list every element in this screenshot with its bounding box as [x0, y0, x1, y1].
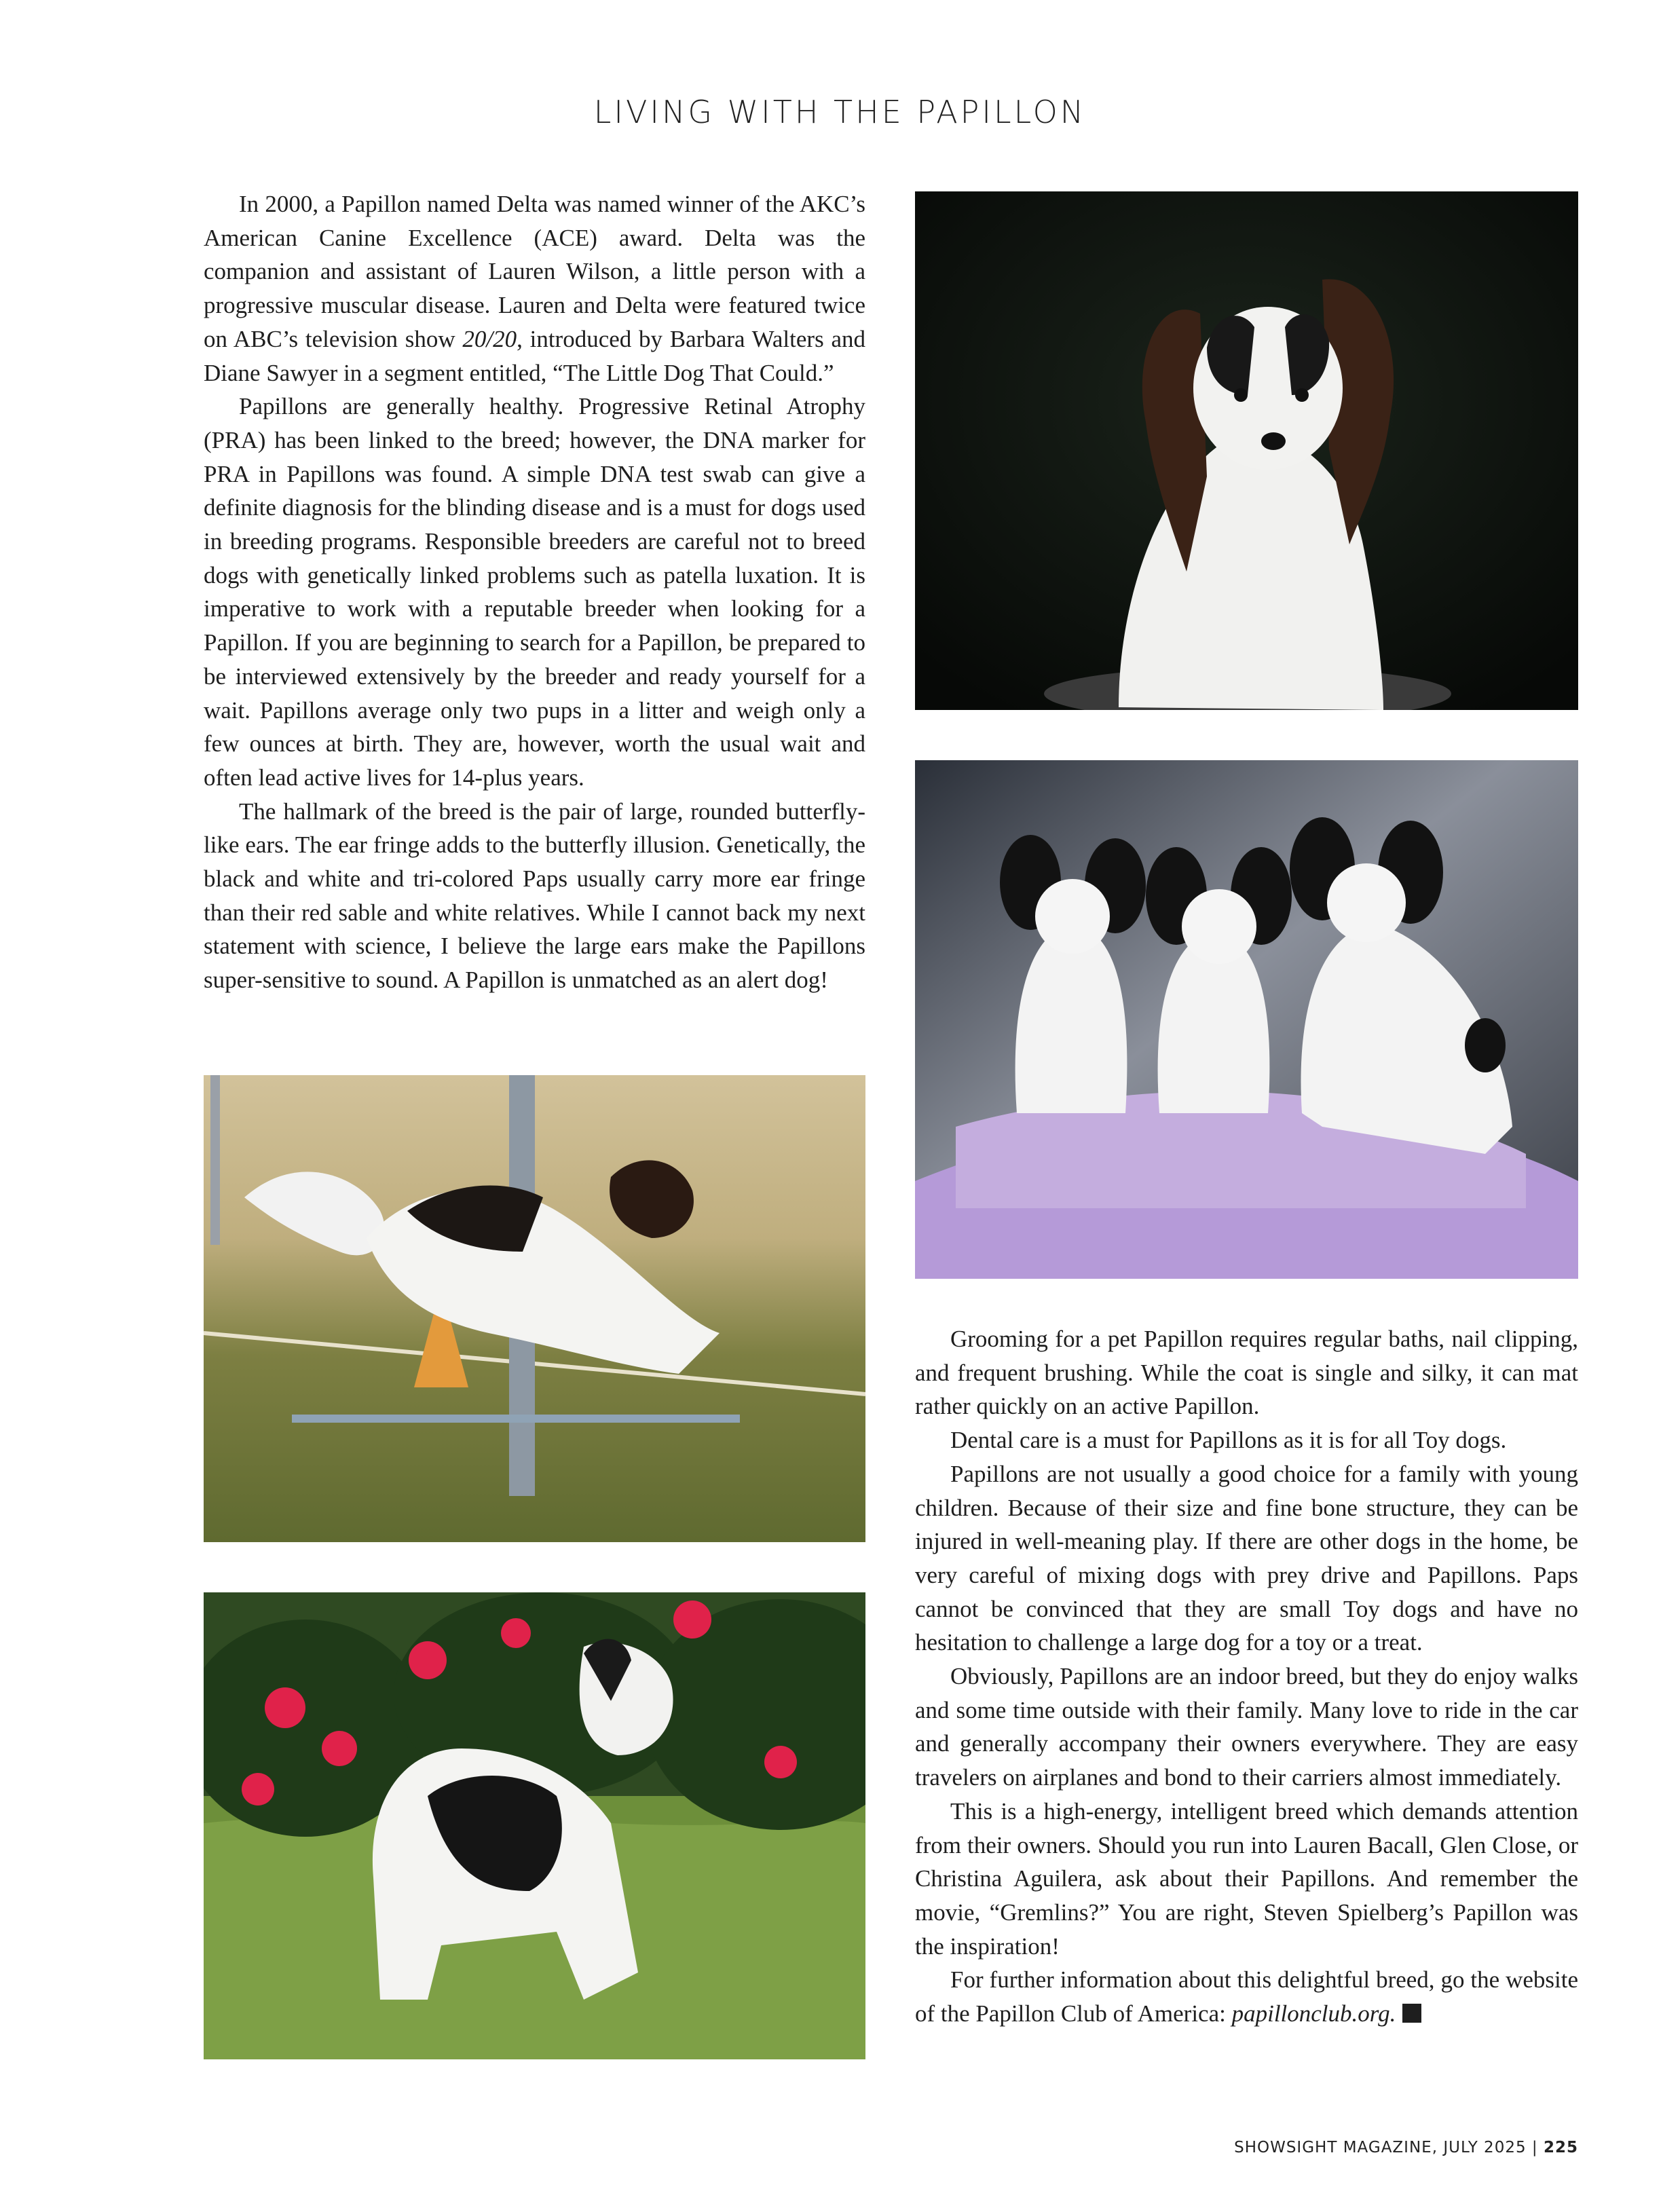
- paragraph-dental: Dental care is a must for Papillons as it is for all Toy dogs.: [950, 1427, 1507, 1454]
- paragraph-health: Papillons are generally healthy. Progressive Retinal Atrophy (PRA) has been linked to the breed; however, the DNA marker for PRA in Papillons was found. A simple DNA test swab can give a definite diagnosis for the blinding disease and is a must for dogs used in breeding programs. Responsible breeders are careful not to breed dogs with genetically linked problems such as patella luxation. It is imperative to work with a reputable breeder when looking for a Papillon. If you are beginning to search for a Papillon, be prepared to be interviewed extensively by the breeder and ready yourself for a wait. Papillons average only two pups in a litter and weigh only a few ounces at birth. They are, however, worth the usual wait and often lead active lives for 14-plus years.: [204, 393, 865, 791]
- page-header: LIVING WITH THE PAPILLON: [593, 94, 1087, 130]
- paragraph-more-info: For further information about this delightful breed, go the website of the Papillon Club of America: papillonclub.org.: [915, 1966, 1578, 2027]
- end-of-article-mark: [1402, 2004, 1421, 2023]
- magazine-issue: SHOWSIGHT MAGAZINE, JULY 2025: [1234, 2139, 1527, 2156]
- paragraph-delta: In 2000, a Papillon named Delta was named winner of the AKC’s American Canine Excellence (ACE) award. Delta was the companion and assistant of Lauren Wilson, a little person with a progressive muscular disease. Lauren and Delta were featured twice on ABC’s television show 20/20, introduced by Barbara Walters and Diane Sawyer in a segment entitled, “The Little Dog That Could.”: [204, 191, 865, 386]
- page-number: 225: [1543, 2139, 1578, 2156]
- paragraph-celebrities: This is a high-energy, intelligent breed which demands attention from their owners. Should you run into Lauren Bacall, Glen Close, or Christina Aguilera, ask about their Papillons. And remember the movie, “Gremlins?” You are right, Steven Spielberg’s Papillon was the inspiration!: [915, 1797, 1578, 1960]
- photo-papillon-flowers: [204, 1592, 865, 2059]
- photo-agility-papillon: [204, 1075, 865, 1542]
- left-column-text: [204, 187, 865, 997]
- page-footer: SHOWSIGHT MAGAZINE, JULY 2025 | 225: [1234, 2139, 1578, 2156]
- show-title: 20/20: [462, 325, 517, 352]
- photo-three-papillons: [915, 760, 1578, 1279]
- photo-papillon-portrait: [915, 191, 1578, 710]
- club-website-link[interactable]: papillonclub.org.: [1231, 2000, 1396, 2027]
- paragraph-indoor: Obviously, Papillons are an indoor breed, but they do enjoy walks and some time outside with their family. Many love to ride in the car and generally accompany their owners everywhere. They are easy travelers on airplanes and bond to their carriers almost immediately.: [915, 1663, 1578, 1791]
- paragraph-children: Papillons are not usually a good choice for a family with young children. Because of their size and fine bone structure, they can be injured in well-meaning play. If there are other dogs in the home, be very careful of mixing dogs with prey drive and Papillons. Paps cannot be convinced that they are small Toy dogs and have no hesitation to challenge a large dog for a toy or a treat.: [915, 1460, 1578, 1656]
- paragraph-grooming: Grooming for a pet Papillon requires regular baths, nail clipping, and frequent brushing. While the coat is single and silky, it can mat rather quickly on an active Papillon.: [915, 1326, 1578, 1420]
- right-column-text: [915, 1322, 1578, 2031]
- paragraph-ears: The hallmark of the breed is the pair of large, rounded butterfly-like ears. The ear fringe adds to the butterfly illusion. Genetically, the black and white and tri-colored Paps usually carry more ear fringe than their red sable and white relatives. While I cannot back my next statement with science, I believe the large ears make the Papillons super-sensitive to sound. A Papillon is unmatched as an alert dog!: [204, 798, 865, 994]
